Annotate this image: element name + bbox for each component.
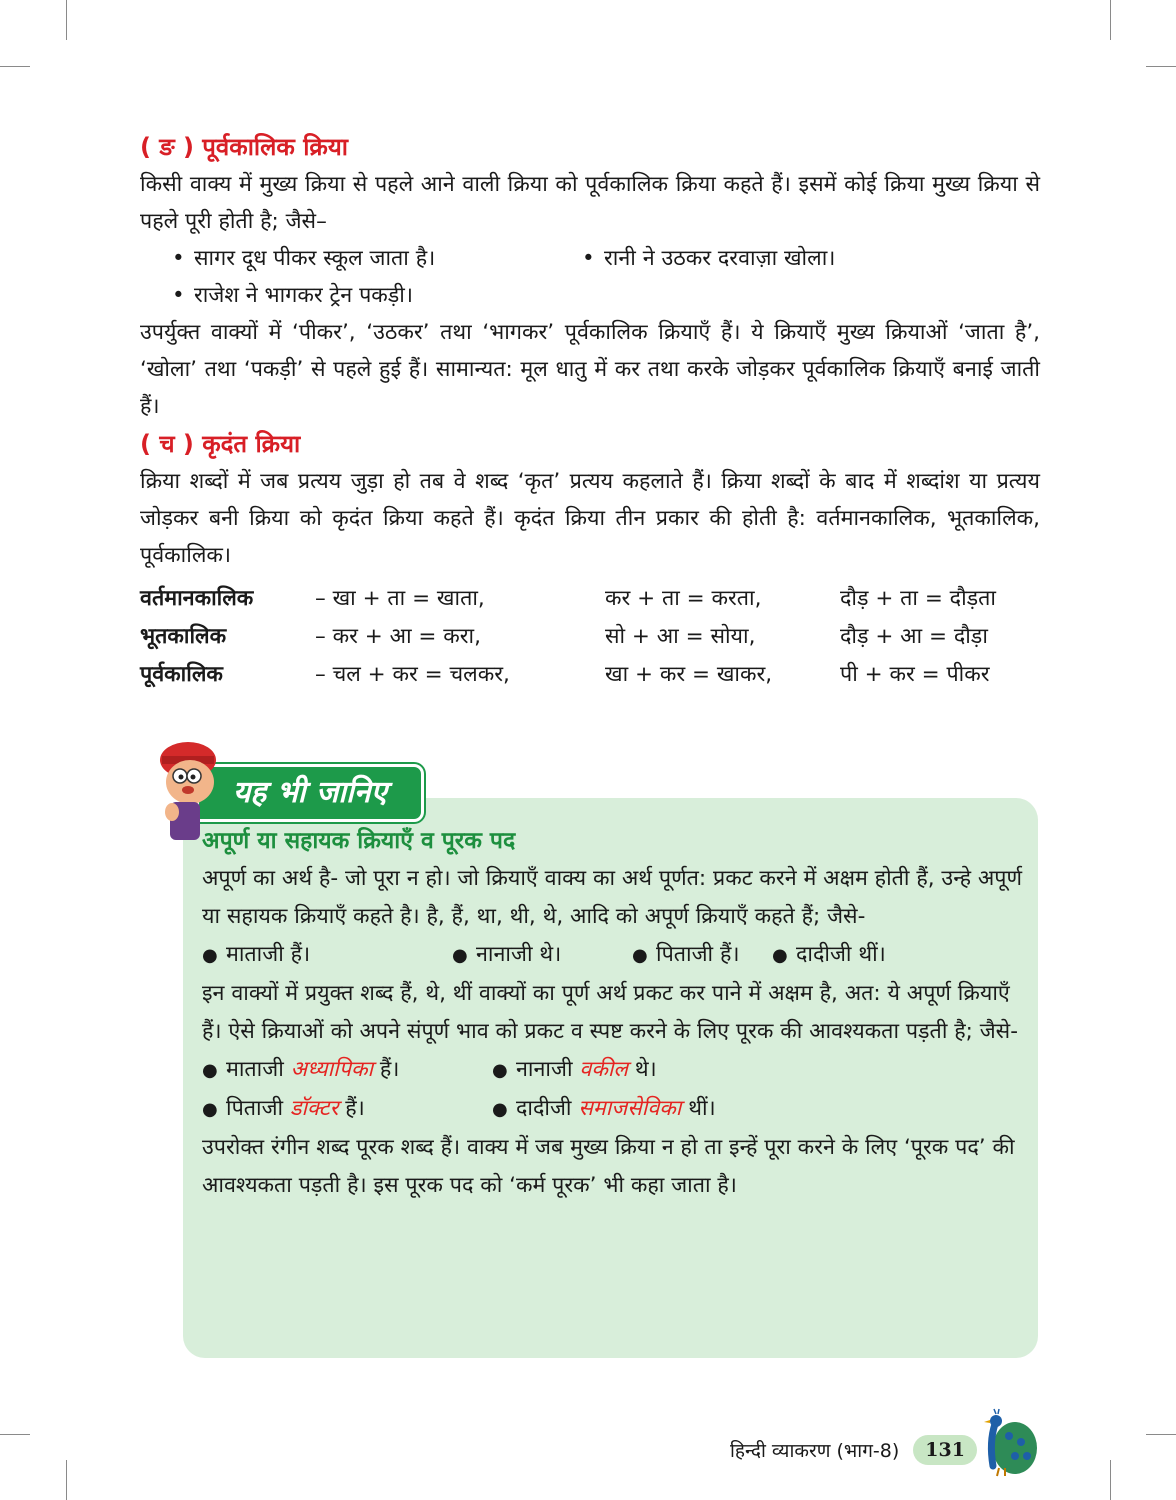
bullet-icon: • xyxy=(172,246,185,271)
list-item: ● माताजी हैं। xyxy=(202,936,452,975)
list-item: ● नानाजी वकील थे। xyxy=(492,1051,657,1090)
kridant-examples-table xyxy=(140,580,1040,694)
main-content xyxy=(140,128,1040,694)
bullet-icon: ● xyxy=(492,1099,508,1120)
section-heading-purvakalik: ( ङ ) पूर्वकालिक क्रिया xyxy=(140,133,348,161)
bullet-row xyxy=(202,1090,1024,1129)
book-title: हिन्दी व्याकरण (भाग-8) xyxy=(730,1440,900,1462)
info-box-tag: यह भी जानिए xyxy=(196,764,424,822)
crop-mark xyxy=(1110,1460,1111,1500)
bullet-icon: • xyxy=(172,283,185,308)
bullet-row xyxy=(202,1051,1024,1090)
paragraph: उपरोक्त रंगीन शब्द पूरक शब्द हैं। वाक्य में जब मुख्य क्रिया न हो ता इन्हें पूरा करने के लिए ‘पूरक पद’ की आवश्यकता पड़ती है। इस पूरक पद को ‘कर्म पूरक’ भी कहा जाता है। xyxy=(202,1135,1015,1198)
paragraph: किसी वाक्य में मुख्य क्रिया से पहले आने वाली क्रिया को पूर्वकालिक क्रिया कहते हैं। इसमें कोई क्रिया मुख्य क्रिया से पहले पूरी होती है; जैसे– xyxy=(140,172,1040,234)
example-bullets xyxy=(140,240,1040,314)
list-item: • रानी ने उठकर दरवाज़ा खोला। xyxy=(582,240,835,277)
list-item: • राजेश ने भागकर ट्रेन पकड़ी। xyxy=(172,277,413,314)
info-box-heading: अपूर्ण या सहायक क्रियाएँ व पूरक पद xyxy=(202,828,516,854)
table-row: वर्तमानकालिक – खा + ता = खाता, कर + ता = करता, दौड़ + ता = दौड़ता xyxy=(140,586,996,611)
list-item: ● दादीजी थीं। xyxy=(772,936,886,975)
table-row: भूतकालिक – कर + आ = करा, सो + आ = सोया, दौड़ + आ = दौड़ा xyxy=(140,624,988,649)
bullet-row xyxy=(140,277,1040,314)
crop-mark xyxy=(0,66,30,67)
page-number: 131 xyxy=(913,1435,977,1465)
bullet-row xyxy=(202,936,1024,975)
bullet-icon: ● xyxy=(492,1060,508,1081)
list-item: ● नानाजी थे। xyxy=(452,936,632,975)
table-row: पूर्वकालिक – चल + कर = चलकर, खा + कर = खाकर, पी + कर = पीकर xyxy=(140,662,990,687)
bullet-icon: ● xyxy=(202,1099,218,1120)
list-item: • सागर दूध पीकर स्कूल जाता है। xyxy=(172,240,582,277)
bullet-icon: ● xyxy=(452,945,468,966)
paragraph: इन वाक्यों में प्रयुक्त शब्द हैं, थे, थीं वाक्यों का पूर्ण अर्थ प्रकट कर पाने में अक्षम है, अत: ये अपूर्ण क्रियाएँ हैं। ऐसे क्रियाओं को अपने संपूर्ण भाव को प्रकट व स्पष्ट करने के लिए पूरक की आवश्यकता पड़ती है; जैसे- xyxy=(202,981,1018,1044)
crop-mark xyxy=(66,1460,67,1500)
crop-mark xyxy=(1146,66,1176,67)
page-footer xyxy=(730,1430,977,1470)
bullet-icon: ● xyxy=(632,945,648,966)
bullet-icon: ● xyxy=(202,945,218,966)
peacock-icon xyxy=(975,1408,1040,1478)
crop-mark xyxy=(1146,1434,1176,1435)
bullet-icon: • xyxy=(582,246,595,271)
info-box-content xyxy=(202,822,1024,1205)
list-item: ● पिताजी हैं। xyxy=(632,936,772,975)
list-item: ● दादीजी समाजसेविका थीं। xyxy=(492,1090,716,1129)
crop-mark xyxy=(0,1434,30,1435)
bullet-icon: ● xyxy=(202,1060,218,1081)
crop-mark xyxy=(66,0,67,40)
list-item: ● माताजी अध्यापिका हैं। xyxy=(202,1051,492,1090)
paragraph: क्रिया शब्दों में जब प्रत्यय जुड़ा हो तब वे शब्द ‘कृत’ प्रत्यय कहलाते हैं। क्रिया शब्दों के बाद में शब्दांश या प्रत्यय जोड़कर बनी क्रिया को कृदंत क्रिया कहते हैं। कृदंत क्रिया तीन प्रकार की होती है: वर्तमानकालिक, भूतकालिक, पूर्वकालिक। xyxy=(140,469,1040,568)
bullet-icon: ● xyxy=(772,945,788,966)
section-heading-kridant: ( च ) कृदंत क्रिया xyxy=(140,430,301,458)
list-item: ● पिताजी डॉक्टर हैं। xyxy=(202,1090,492,1129)
bullet-row xyxy=(140,240,1040,277)
crop-mark xyxy=(1110,0,1111,40)
paragraph: अपूर्ण का अर्थ है- जो पूरा न हो। जो क्रियाएँ वाक्य का अर्थ पूर्णत: प्रकट करने में अक्षम होती हैं, उन्हे अपूर्ण या सहायक क्रियाएँ कहते है। है, हैं, था, थी, थे, आदि को अपूर्ण क्रियाएँ कहते हैं; जैसे- xyxy=(202,866,1023,929)
paragraph: उपर्युक्त वाक्यों में ‘पीकर’, ‘उठकर’ तथा ‘भागकर’ पूर्वकालिक क्रियाएँ हैं। ये क्रियाएँ मुख्य क्रियाओं ‘जाता है’, ‘खोला’ तथा ‘पकड़ी’ से पहले हुई हैं। सामान्यत: मूल धातु में कर तथा करके जोड़कर पूर्वकालिक क्रियाएँ बनाई जाती हैं। xyxy=(140,320,1040,419)
